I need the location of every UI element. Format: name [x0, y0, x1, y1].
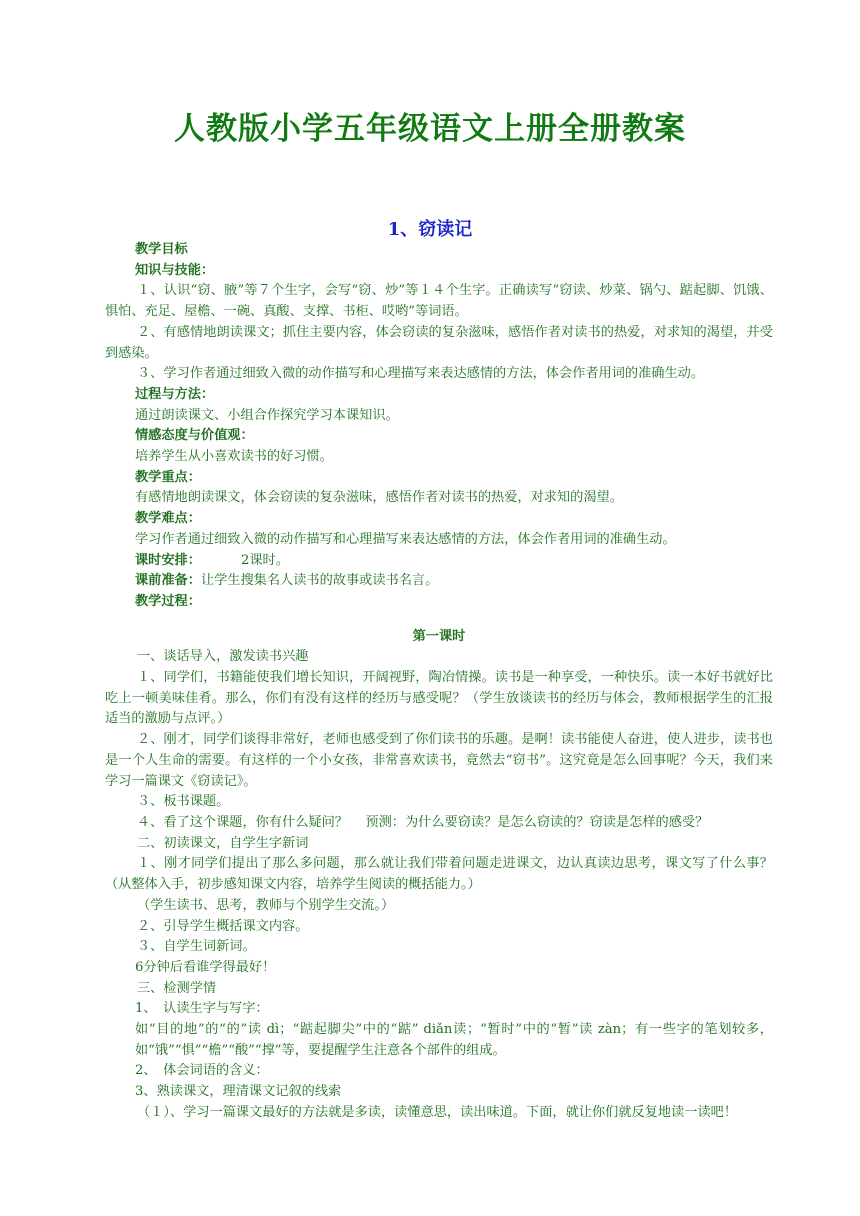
paragraph	[105, 468, 773, 489]
paragraph	[105, 1082, 773, 1103]
lesson-title: 1、窃读记	[387, 219, 473, 240]
paragraph	[105, 999, 773, 1020]
paragraph-text: ４、看了这个课题，你有什么疑问？ 预测：为什么要窃读？是怎么窃读的？窃读是怎样的感受？	[137, 814, 709, 830]
paragraph-text: 教学难点：	[135, 511, 201, 527]
paragraph-text: ２、引导学生概括课文内容。	[137, 918, 309, 934]
paragraph	[105, 668, 773, 730]
paragraph	[105, 979, 773, 1000]
paragraph-text: ３、学习作者通过细致入微的动作描写和心理描写来表达感情的方法，体会作者用词的准确生动。	[137, 366, 705, 382]
paragraph	[105, 730, 773, 792]
paragraph-text: 教学重点：	[135, 469, 201, 485]
paragraph-text: ３、板书课题。	[137, 794, 230, 810]
paragraph	[105, 937, 773, 958]
document-title: 人教版小学五年级语文上册全册教案	[174, 111, 686, 147]
paragraph-text: 知识与技能：	[135, 262, 215, 278]
paragraph-text: 一、谈话导入，激发读书兴趣	[137, 649, 309, 665]
paragraph	[105, 813, 773, 834]
paragraph	[105, 426, 773, 447]
paragraph	[105, 647, 773, 668]
paragraph-text: 教学过程：	[135, 593, 201, 609]
paragraph	[105, 364, 773, 385]
paragraph-text: 学习作者通过细致入微的动作描写和心理描写来表达感情的方法，体会作者用词的准确生动。	[135, 531, 676, 547]
paragraph-text: 第一课时	[412, 628, 466, 644]
paragraph	[105, 958, 773, 979]
paragraph	[105, 834, 773, 855]
paragraph-text: 培养学生从小喜欢读书的好习惯。	[135, 449, 333, 465]
paragraph-text: 有感情地朗读课文，体会窃读的复杂滋味，感悟作者对读书的热爱，对求知的渴望。	[135, 490, 623, 506]
paragraph-text: 课前准备：	[135, 573, 201, 589]
paragraph	[105, 1020, 773, 1061]
paragraph-text: 教学目标	[135, 242, 188, 257]
paragraph-text: 1、 认读生字与写字：	[135, 1001, 269, 1017]
paragraph-text: ３、自学生词新词。	[137, 939, 256, 955]
paragraph	[105, 1103, 773, 1124]
paragraph-text: １、刚才同学们提出了那么多问题，那么就让我们带着问题走进课文，边认真读边思考，课文写了什么事？（从整体入手，初步感知课文内容，培养学生阅读的概括能力。）	[105, 856, 773, 893]
paragraph	[105, 592, 773, 613]
spacer	[105, 613, 773, 627]
paragraph-text: ２、有感情地朗读课文；抓住主要内容，体会窃读的复杂滋味，感悟作者对读书的热爱，对求知的渴望，并受到感染。	[105, 324, 773, 361]
paragraph-text: 二、初读课文，自学生字新词	[137, 835, 309, 851]
paragraph	[105, 1061, 773, 1082]
paragraph-text: 6分钟后看谁学得最好！	[135, 959, 276, 975]
paragraph-text: 过程与方法：	[135, 386, 215, 402]
paragraph-text: （学生读书、思考，教师与个别学生交流。）	[137, 897, 395, 913]
paragraph-text: 课时安排：	[135, 552, 201, 568]
paragraph	[105, 281, 773, 322]
paragraph-text: １、同学们，书籍能使我们增长知识，开阔视野，陶冶情操。读书是一种享受，一种快乐。读一本好书就好比吃上一顿美味佳肴。那么，你们有没有这样的经历与感受呢？（学生放谈读书的经历与体会，教师根据学生的汇报适当的激励与点评。）	[105, 670, 773, 727]
paragraph	[105, 488, 773, 509]
paragraph-text: 通过朗读课文、小组合作探究学习本课知识。	[135, 407, 399, 423]
paragraph	[105, 551, 773, 572]
paragraph-text: （１）、学习一篇课文最好的方法就是多读，读懂意思，读出味道。下面，就让你们就反复地读一读吧！	[137, 1104, 738, 1120]
paragraph	[105, 406, 773, 427]
paragraph-extra: 让学生搜集名人读书的故事或读书名言。	[200, 573, 439, 589]
paragraph	[105, 530, 773, 551]
document-body	[105, 240, 773, 1124]
paragraph	[105, 571, 773, 592]
paragraph-text: １、认识“窃、腋”等７个生字，会写“窃、炒”等１４个生字。正确读写“窃读、炒菜、锅勺、踮起脚、饥饿、惧怕、充足、屋檐、一碗、真酸、支撑、书柜、哎哟”等词语。	[105, 283, 773, 320]
paragraph	[105, 261, 773, 282]
paragraph	[105, 385, 773, 406]
paragraph-text: 如“目的地”的“的”读 dì；“踮起脚尖”中的“踮” diǎn读；“暂时”中的“暂”读 zàn；有一些字的笔划较多，如“饿”“惧”“檐”“酸”“撑”等，要提醒学生注意各个部件的组成。	[135, 1022, 773, 1058]
paragraph-text: 三、检测学情	[137, 980, 217, 996]
paragraph	[105, 240, 773, 261]
paragraph-extra: 2课时。	[240, 552, 289, 568]
paragraph	[105, 509, 773, 530]
paragraph	[105, 447, 773, 468]
paragraph	[105, 917, 773, 938]
paragraph	[105, 854, 773, 895]
paragraph	[105, 627, 773, 648]
paragraph-text: 3、熟读课文，理清课文记叙的线索	[135, 1084, 342, 1100]
paragraph-text: 情感态度与价值观：	[135, 428, 254, 444]
paragraph	[105, 323, 773, 364]
paragraph	[105, 896, 773, 917]
paragraph-text: 2、 体会词语的含义：	[135, 1063, 269, 1079]
paragraph	[105, 792, 773, 813]
paragraph-text: ２、刚才，同学们谈得非常好，老师也感受到了你们读书的乐趣。是啊！读书能使人奋进，使人进步，读书也是一个人生命的需要。有这样的一个小女孩，非常喜欢读书，竟然去“窃书”。这究竟是怎么回事呢？今天，我们来学习一篇课文《窃读记》。	[105, 732, 773, 789]
